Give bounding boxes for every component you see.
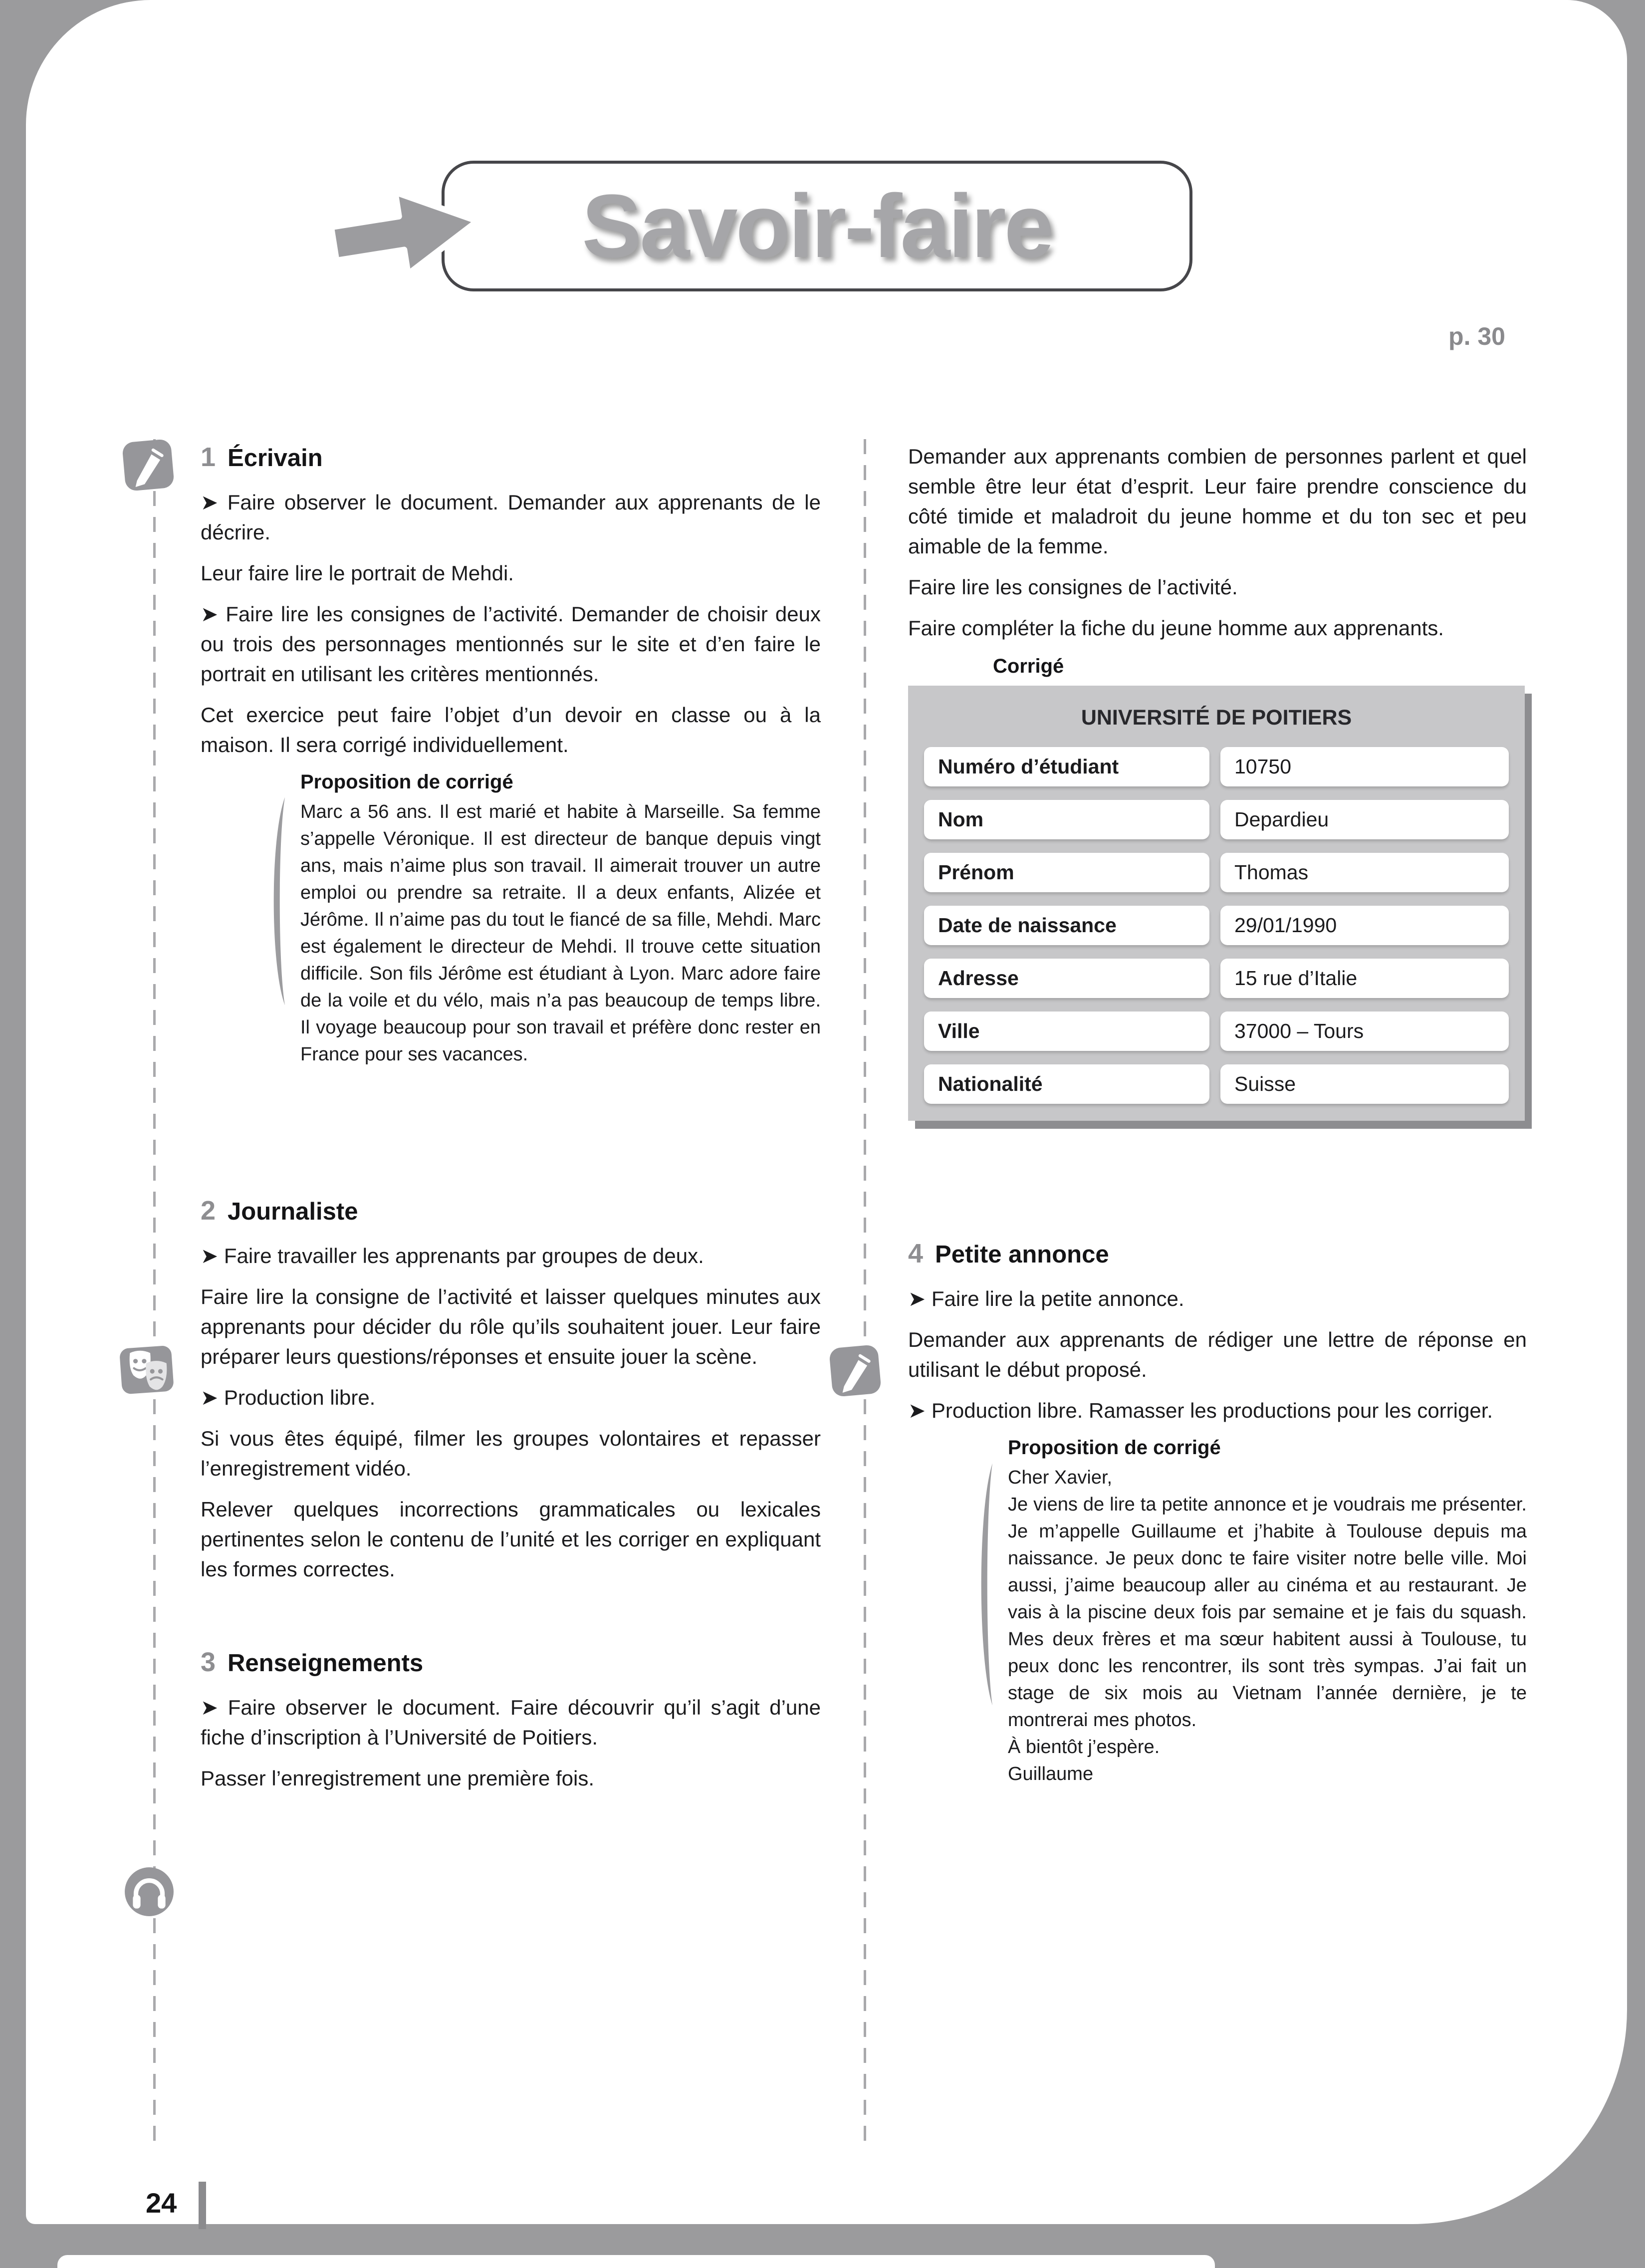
section-petite-annonce <box>908 1238 1527 1787</box>
corrige-block <box>265 771 821 1068</box>
instruction-paragraph: Si vous êtes équipé, filmer les groupes volontaires et repasser l’enregistrement vidéo. <box>201 1427 821 1480</box>
section-heading <box>201 442 821 473</box>
form-row <box>924 747 1509 786</box>
form-field-value: 37000 – Tours <box>1220 1011 1509 1051</box>
section-heading <box>908 1238 1527 1269</box>
pen-icon <box>829 1345 881 1397</box>
letter-body: Je viens de lire ta petite annonce et je voudrais me présenter. Je m’appelle Guillaume et j’habite à Toulouse depuis ma naissance. Je peux donc te faire visiter notre belle ville. Moi aussi, j’aime beaucoup aller au cinéma et au restaurant. Je vais à la piscine deux fois par semaine et je fais du squash. Mes deux frères et ma sœur habitent aussi à Toulouse, tu peux donc les rencontrer, ils sont très sympas. J’ai fait un stage de six mois au Vietnam l’année dernière, je te montrerai mes photos. <box>1008 1494 1527 1731</box>
instruction-paragraph: ➤ Production libre. Ramasser les productions pour les corriger. <box>908 1399 1493 1422</box>
page-number: 24 <box>146 2187 177 2219</box>
header-title-box <box>442 161 1192 291</box>
letter-signature: Guillaume <box>1008 1764 1094 1784</box>
instruction-paragraph: ➤ Faire travailler les apprenants par groupes de deux. <box>201 1244 704 1267</box>
form-row <box>924 853 1509 892</box>
corrige-label: Proposition de corrigé <box>1008 1437 1221 1459</box>
section-renseignements-continued <box>908 442 1527 1121</box>
section-heading <box>201 1647 821 1678</box>
instruction-paragraph: Faire lire les consignes de l’activité. <box>908 575 1238 599</box>
corrige-content <box>1008 1437 1527 1787</box>
instruction-paragraph: ➤ Faire lire la petite annonce. <box>908 1287 1184 1310</box>
section-heading <box>201 1195 821 1226</box>
instruction-paragraph: Demander aux apprenants combien de personnes parlent et quel semble être leur état d’esprit. Leur faire prendre conscience du côté timide et maladroit du jeune homme et du ton sec et peu aimable de la femme. <box>908 445 1527 558</box>
form-field-value: Suisse <box>1220 1064 1509 1104</box>
instruction-paragraph: ➤ Faire observer le document. Demander aux apprenants de le décrire. <box>201 491 821 544</box>
section-number: 3 <box>201 1647 216 1677</box>
form-field-label: Nationalité <box>924 1064 1209 1104</box>
form-field-value: 29/01/1990 <box>1220 906 1509 945</box>
page-number-bar <box>199 2182 206 2229</box>
instruction-paragraph: Faire lire la consigne de l’activité et laisser quelques minutes aux apprenants pour décider du rôle qu’ils souhaitent jouer. Leur faire préparer leurs questions/réponses et ensuite jouer la scène. <box>201 1285 821 1368</box>
form-field-value: 15 rue d’Italie <box>1220 959 1509 998</box>
theater-masks-icon <box>120 1345 176 1396</box>
page-title: Savoir-faire <box>582 176 1052 276</box>
form-row <box>924 906 1509 945</box>
section-renseignements <box>201 1647 821 1793</box>
instruction-paragraph: Passer l’enregistrement une première fois. <box>201 1766 595 1790</box>
section-title: Journaliste <box>228 1198 358 1225</box>
form-field-label: Prénom <box>924 853 1209 892</box>
corrige-text: Marc a 56 ans. Il est marié et habite à Marseille. Sa femme s’appelle Véronique. Il est directeur de banque depuis vingt ans, mais n’aime plus son travail. Il aimerait trouver un autre emploi ou prendre sa retraite. Il a deux enfants, Alizée et Jérôme. Il n’aime pas du tout le fiancé de sa fille, Mehdi. Marc est également le directeur de Mehdi. Il trouve cette situation difficile. Son fils Jérôme est étudiant à Lyon. Marc adore faire de la voile et du vélo, mais n’a pas beaucoup de temps libre. Il voyage beaucoup pour son travail et préfère donc rester en France pour ses vacances. <box>300 801 821 1065</box>
form-field-value: 10750 <box>1220 747 1509 786</box>
right-column-divider <box>864 439 866 2148</box>
corrige-label: Corrigé <box>993 655 1064 677</box>
form-row <box>924 1064 1509 1104</box>
form-row <box>924 959 1509 998</box>
instruction-paragraph: ➤ Production libre. <box>201 1386 376 1409</box>
headphones-icon <box>124 1866 175 1917</box>
section-title: Écrivain <box>228 445 323 472</box>
page-reference: p. 30 <box>1448 322 1505 350</box>
instruction-paragraph: Relever quelques incorrections grammaticales ou lexicales pertinentes selon le contenu de l’unité et les corriger en expliquant les formes correctes. <box>201 1498 821 1581</box>
form-field-label: Numéro d’étudiant <box>924 747 1209 786</box>
section-title: Petite annonce <box>935 1241 1109 1268</box>
corrige-block <box>973 1437 1527 1787</box>
form-title: UNIVERSITÉ DE POITIERS <box>1081 706 1352 730</box>
corrige-content <box>300 771 821 1068</box>
section-number: 4 <box>908 1239 924 1268</box>
instruction-paragraph: Leur faire lire le portrait de Mehdi. <box>201 561 514 585</box>
quote-curve-icon <box>973 1437 996 1787</box>
form-field-label: Adresse <box>924 959 1209 998</box>
section-title: Renseignements <box>228 1650 424 1677</box>
section-number: 1 <box>201 442 216 472</box>
inscription-form <box>908 686 1525 1121</box>
letter-salutation: Cher Xavier, <box>1008 1467 1113 1488</box>
form-field-label: Nom <box>924 800 1209 839</box>
form-field-label: Ville <box>924 1011 1209 1051</box>
form-field-value: Depardieu <box>1220 800 1509 839</box>
corrige-label: Proposition de corrigé <box>300 771 513 793</box>
next-page-edge <box>57 2255 1215 2268</box>
quote-curve-icon <box>265 771 288 1068</box>
instruction-paragraph: ➤ Faire lire les consignes de l’activité. Demander de choisir deux ou trois des personnages mentionnés sur le site et d’en faire le portrait en utilisant les critères mentionnés. <box>201 602 821 686</box>
right-column <box>908 442 1527 1787</box>
left-column <box>201 442 821 1804</box>
instruction-paragraph: Demander aux apprenants de rédiger une lettre de réponse en utilisant le début proposé. <box>908 1328 1527 1381</box>
section-journaliste <box>201 1195 821 1584</box>
letter-closing: À bientôt j’espère. <box>1008 1737 1160 1758</box>
form-field-label: Date de naissance <box>924 906 1209 945</box>
form-row <box>924 800 1509 839</box>
section-number: 2 <box>201 1196 216 1226</box>
instruction-paragraph: Faire compléter la fiche du jeune homme aux apprenants. <box>908 616 1444 640</box>
form-field-value: Thomas <box>1220 853 1509 892</box>
pen-icon <box>122 439 174 491</box>
form-row <box>924 1011 1509 1051</box>
instruction-paragraph: Cet exercice peut faire l’objet d’un devoir en classe ou à la maison. Il sera corrigé individuellement. <box>201 703 821 756</box>
instruction-paragraph: ➤ Faire observer le document. Faire découvrir qu’il s’agit d’une fiche d’inscription à l’Université de Poitiers. <box>201 1696 821 1749</box>
section-ecrivain <box>201 442 821 1068</box>
